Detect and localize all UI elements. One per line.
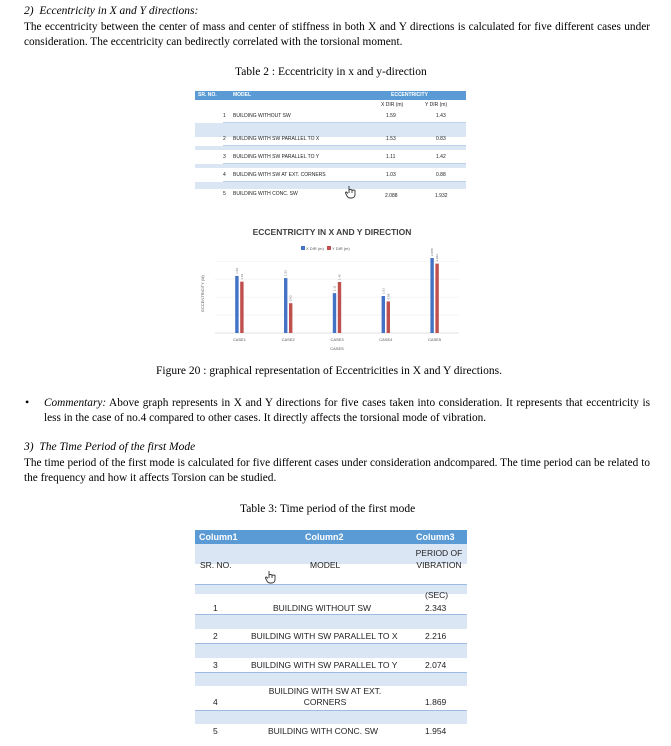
table-2 [195,91,466,204]
commentary-text: Above graph represents in X and Y directions for five cases taken into consideration. It represents that eccentricity is less in the case of no.4 compared to other cases. It directly affects the torsional mode of vibration. [44,397,650,424]
bar-CASE4-1 [387,301,390,333]
x-tick-label: CASE4 [379,337,393,342]
bar-CASE2-0 [284,278,287,333]
table-row-sr: 1 [213,603,218,613]
bar-label-CASE4-0: 1.03 [381,288,386,295]
bar-CASE3-0 [333,293,336,333]
table-row-value: 2.216 [425,631,447,641]
bar-CASE5-0 [430,258,433,333]
table-row: 3 BUILDING WITH SW PARALLEL TO Y 1.11 1.42 [195,150,466,164]
table-row-value: 2.074 [425,660,447,670]
bar-CASE1-1 [240,282,243,333]
bar-label-CASE1-1: 1.43 [239,273,244,280]
table-row-sr: 4 [213,697,218,707]
table-row-model: BUILDING WITH SW AT EXT. CORNERS [268,686,382,707]
table-row: 5 BUILDING WITH CONC. SW 2.088 1.932 [223,191,448,199]
x-axis-label: CASES [330,346,344,351]
legend-label-1: Y DIR (m) [332,246,350,251]
bar-label-CASE2-1: 0.83 [288,295,293,302]
table-row-model: BUILDING WITHOUT SW [273,603,372,613]
header-model: MODEL [233,92,252,98]
bar-label-CASE4-1: 0.88 [386,293,391,300]
header-column1: Column1 [199,532,238,542]
bar-label-CASE1-0: 1.59 [234,268,239,274]
y-axis-label: ECCENTRICITY (M) [200,275,205,312]
bar-CASE5-1 [435,264,438,333]
bar-label-CASE3-0: 1.11 [332,285,337,292]
hand-pointer-icon [265,570,277,584]
bar-CASE3-1 [338,282,341,333]
table-row-value: 1.869 [425,697,447,707]
commentary-paragraph [44,396,650,426]
hand-pointer-icon [345,185,357,199]
table-row-sr: 3 [213,660,218,670]
bar-CASE2-1 [289,303,292,333]
bar-label-CASE2-0: 1.53 [283,270,288,277]
x-tick-label: CASE3 [330,337,344,342]
x-tick-label: CASE5 [428,337,442,342]
table-row-sr: 2 [213,631,218,641]
table-row-model: BUILDING WITH SW PARALLEL TO X [251,631,398,641]
table-row: 4 BUILDING WITH SW AT EXT. CORNERS 1.03 0.88 [195,168,466,182]
table-3-header [195,530,467,544]
label-srno: SR. NO. [200,560,232,570]
table-row-spacer [195,182,466,189]
table-2-caption: Table 2 : Eccentricity in x and y-direction [235,66,427,78]
table-3 [195,530,467,740]
table-row-value: 2.343 [425,603,447,613]
label-unit: (SEC) [425,590,449,600]
commentary-label: Commentary: [44,397,107,409]
header-column3: Column3 [416,532,455,542]
table-row-sr: 5 [213,726,218,736]
section-2-paragraph: The eccentricity between the center of mass and center of stiffness in both X and Y directions is calculated for five different cases under consideration. The eccentricity can bedirectly correlated with the torsional moment. [24,21,650,48]
figure-20-caption: Figure 20 : graphical representation of Eccentricities in X and Y directions. [156,365,502,377]
table-2-header [195,91,466,100]
bar-CASE4-0 [382,296,385,333]
legend-swatch-1 [327,246,331,250]
bar-CASE1-0 [235,276,238,333]
header-eccentricity: ECCENTRICITY [391,92,428,98]
bullet: • [25,395,30,409]
x-tick-label: CASE2 [281,337,295,342]
label-model: MODEL [310,560,341,570]
section-3-heading: 3) The Time Period of the first Mode [24,441,196,453]
table-row-model: BUILDING WITH CONC. SW [268,726,379,736]
header-srno: SR. NO. [198,92,217,98]
header-x-dir: X DIR (m) [381,102,404,108]
x-tick-label: CASE1 [232,337,246,342]
table-row: 2 BUILDING WITH SW PARALLEL TO X 1.53 0.83 [195,132,466,146]
bar-label-CASE5-1: 1.932 [435,254,440,262]
chart-title: ECCENTRICITY IN X AND Y DIRECTION [252,227,412,237]
table-row: 1 BUILDING WITHOUT SW 1.59 1.43 [195,109,466,123]
header-y-dir: Y DIR (m) [425,102,448,108]
section-2-heading: 2) Eccentricity in X and Y directions: [24,5,199,17]
header-column2: Column2 [305,532,344,542]
label-period: PERIOD OF VIBRATION [415,548,463,570]
eccentricity-chart [197,218,467,358]
legend-swatch-0 [301,246,305,250]
table-row-model: BUILDING WITH SW PARALLEL TO Y [251,660,398,670]
legend-label-0: X DIR (m) [306,246,324,251]
bar-label-CASE5-0: 2.088 [430,248,435,257]
table-3-caption: Table 3: Time period of the first mode [240,503,416,515]
section-3-paragraph: The time period of the first mode is calculated for five different cases under consideration andcompared. The time period can be related to the frequency and how it affects Torsion can be studied. [24,457,650,484]
table-row-value: 1.954 [425,726,447,736]
bar-label-CASE3-1: 1.42 [337,274,342,281]
